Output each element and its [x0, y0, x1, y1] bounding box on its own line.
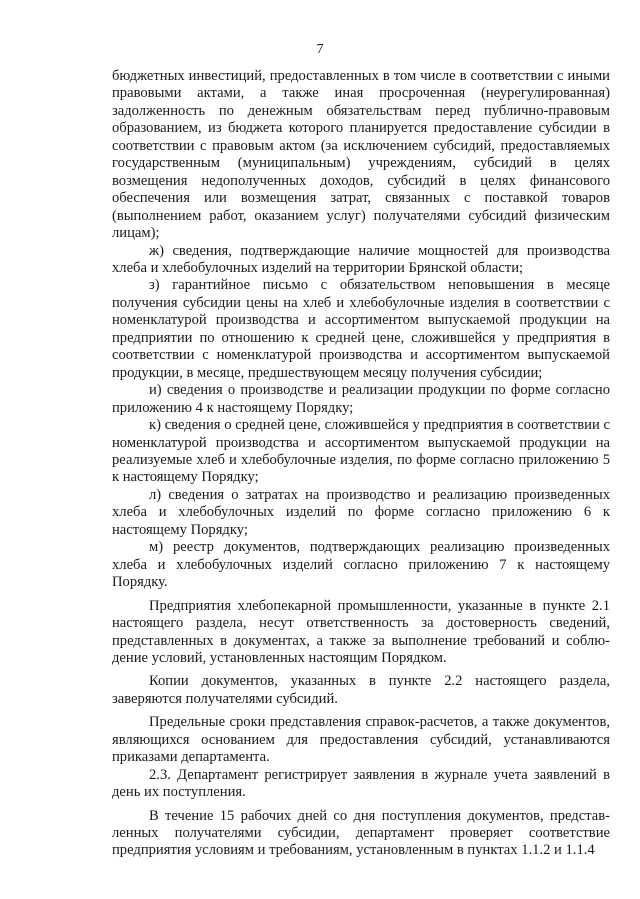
paragraph-review-period: В течение 15 рабочих дней со дня поступления документов, представленных получателями субсидии, департамент проверяет соответствие предприятия условиям и требованиям, установленным в пунктах 1.1.2 и 1.1.4 — [112, 807, 610, 859]
paragraph-item-zh: ж) сведения, подтверждающие наличие мощностей для производства хлеба и хлебобулочных изделий на территории Брянской области; — [112, 242, 610, 276]
document-body — [112, 68, 610, 860]
paragraph-item-i: и) сведения о производстве и реализации продукции по форме согласно приложению 4 к настоящему Порядку; — [112, 382, 610, 416]
paragraph-copies: Копии документов, указанных в пункте 2.2 настоящего раздела, заверяются получателями субсидий. — [112, 673, 610, 707]
paragraph-item-m: м) реестр документов, подтверждающих реализацию произведенных хлеба и хлебобулочных изделий согласно приложению 7 к настоящему Порядку. — [112, 539, 610, 591]
paragraph-section-2-3: 2.3. Департамент регистрирует заявления в журнале учета заявлений в день их поступления. — [112, 766, 610, 801]
paragraph-item-l: л) сведения о затратах на производство и реализацию произведенных хлеба и хлебобулочных изделий по форме согласно приложению 6 к настоящему Порядку; — [112, 486, 610, 538]
page-number: 7 — [316, 42, 324, 57]
paragraph-continuation: бюджетных инвестиций, предоставленных в том числе в соответствии с иными правовыми актами, а также иная просроченная (неурегулированная) задолженность по денежным обязательствам перед публично-правовым образованием, из бюджета которого планируется предоставление субсидии в соответствии с правовым актом (за исключением субсидий, предоставляемых государственным (муниципальным) учреждениям, субсидий в целях возмещения недополученных доходов, субсидий в целях финансового обеспечения или возмещения затрат, связанных с поставкой товаров (выполнением работ, оказанием услуг) получателями субсидий физическим лицам); — [112, 68, 610, 242]
paragraph-responsibility: Предприятия хлебопекарной промышленности, указанные в пункте 2.1 настоящего раздела, несут ответственность за достоверность сведений, представленных в документах, а также за выполнение требований и соблюдение условий, установленных настоящим Порядком. — [112, 597, 610, 666]
paragraph-item-k: к) сведения о средней цене, сложившейся у предприятия в соответствии с номенклатурой производства и ассортиментом выпускаемой продукции на реализуемые хлеб и хлебобулочные изделия, по форме согласно приложению 5 к настоящему Порядку; — [112, 417, 610, 486]
paragraph-item-z: з) гарантийное письмо с обязательством неповышения в месяце получения субсидии цены на хлеб и хлебобулочные изделия в соответствии с номенклатурой производства и ассортиментом выпускаемой продукции на предприятии по отношению к средней цене, сложившейся у предприятия в соответствии с номенклатурой производства и ассортиментом выпускаемой продукции, в месяце, предшествующем месяцу получения субсидии; — [112, 277, 610, 381]
paragraph-deadlines: Предельные сроки представления справок-расчетов, а также документов, являющихся основанием для предоставления субсидий, устанавливаются приказами департамента. — [112, 714, 610, 766]
